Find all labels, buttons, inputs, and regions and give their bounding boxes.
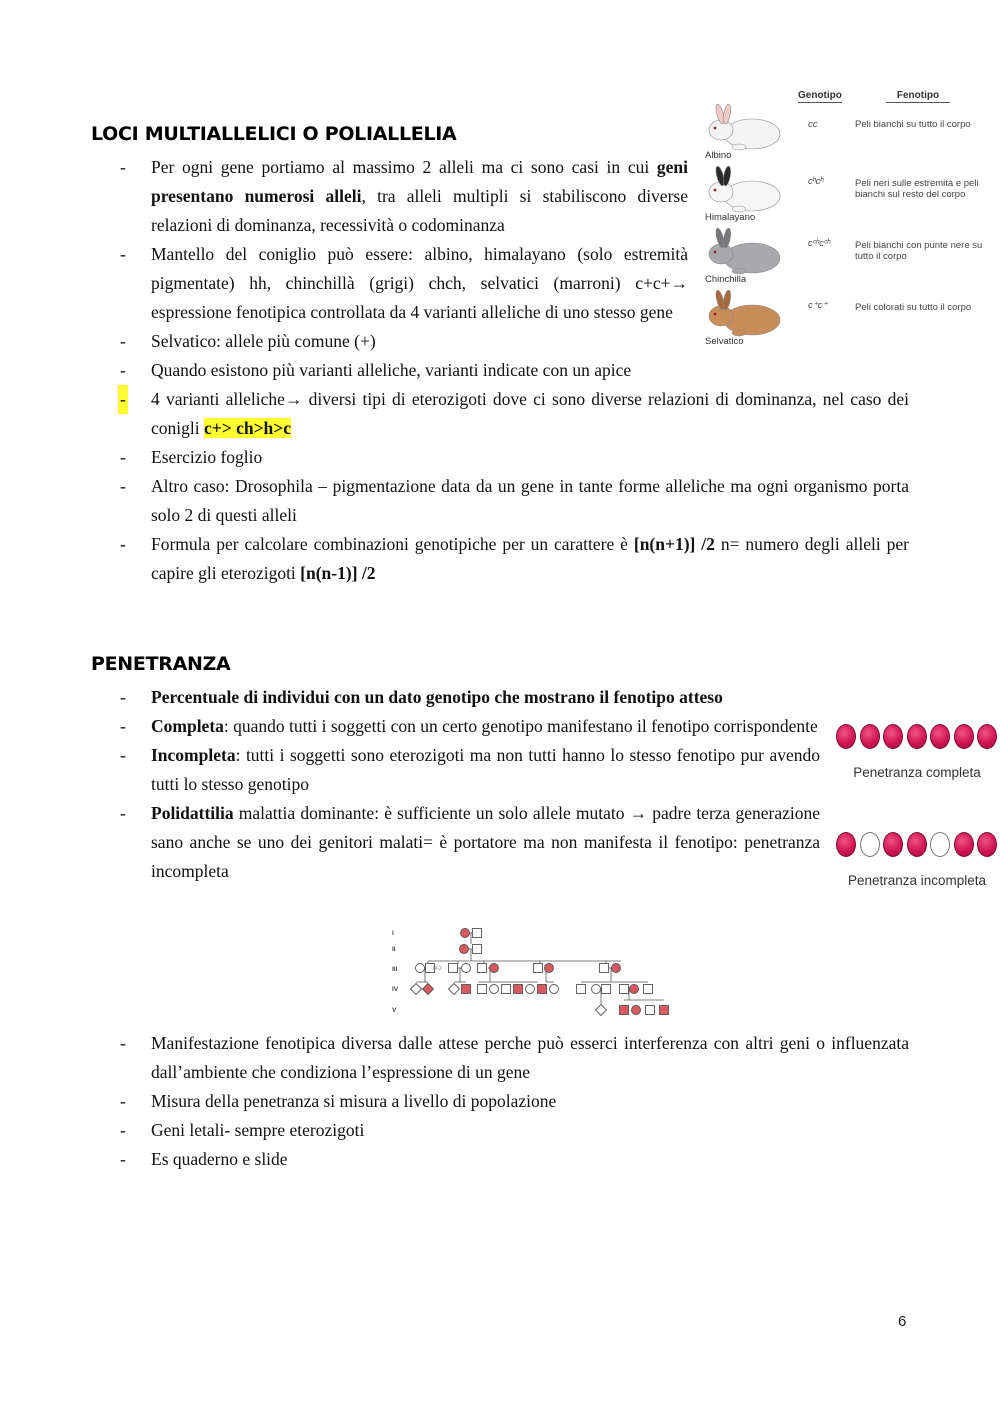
unaffected-unknown-sex-symbol (449, 984, 460, 995)
incomplete-affected-dot (954, 832, 974, 857)
generation-label: V (392, 1007, 397, 1014)
complete-affected-dot (954, 724, 974, 749)
affected-female-symbol (632, 1006, 641, 1015)
incomplete-affected-dot (907, 832, 927, 857)
list-item: - Quando esistono più varianti alleliche, varianti indicate con un apice (120, 360, 632, 380)
list-item: - Altro caso: Drosophila – pigmentazione data da un gene in tante forme alleliche ma ogni organismo porta solo 2 di questi alleli (120, 476, 909, 525)
unaffected-unknown-sex-symbol (411, 984, 422, 995)
page-number: 6 (898, 1313, 907, 1330)
genotipo-header: Genotipo (798, 90, 842, 101)
pedigree-note: III-2 (433, 966, 442, 972)
incomplete-caption: Penetranza incompleta (847, 873, 987, 888)
unaffected-male-symbol (473, 929, 482, 938)
genotype-label: cᶜʰcᶜʰ (808, 238, 831, 249)
affected-male-symbol (462, 985, 471, 994)
affected-male-symbol (514, 985, 523, 994)
unaffected-male-symbol (644, 985, 653, 994)
affected-male-symbol (538, 985, 547, 994)
genotype-label: cc (808, 119, 818, 130)
list-item: - Selvatico: allele più comune (+) (120, 331, 376, 351)
section-title-penetranza: PENETRANZA (91, 653, 231, 675)
list-item: - Misura della penetranza si misura a livello di popolazione (120, 1091, 557, 1111)
affected-male-symbol (660, 1006, 669, 1015)
list-item: - Geni letali- sempre eterozigoti (120, 1120, 365, 1140)
list-item: - Manifestazione fenotipica diversa dalle attese perche può esserci interferenza con altri geni o influenzata dall’ambiente che condiziona l’espressione di un gene (120, 1033, 909, 1082)
rabbit-name-label: Himalayano (705, 212, 756, 223)
affected-female-symbol (461, 929, 470, 938)
rabbit-selvatico-icon (704, 290, 784, 338)
section-title-poliallelia: LOCI MULTIALLELICI O POLIALLELIA (91, 123, 457, 145)
generation-label: IV (392, 986, 399, 993)
generation-label: II (392, 946, 396, 953)
phenotype-label: Peli colorati su tutto il corpo (855, 302, 972, 313)
complete-dot-row (836, 724, 997, 749)
list-item: - Completa: quando tutti i soggetti con un certo genotipo manifestano il fenotipo corrispondente (120, 716, 818, 736)
list-item: - Esercizio foglio (120, 447, 263, 467)
rabbit-albino-icon (704, 104, 784, 152)
incomplete-unaffected-dot (860, 832, 880, 857)
complete-affected-dot (883, 724, 903, 749)
incomplete-dot-row (836, 832, 997, 857)
complete-affected-dot (907, 724, 927, 749)
list-item: - Polidattilia malattia dominante: è sufficiente un solo allele mutato → padre terza generazione sano anche se uno dei genitori malati= è portatore ma non manifesta il fenotipo: penetranza incompleta (120, 803, 820, 881)
complete-affected-dot (977, 724, 997, 749)
genotype-label: cʰcʰ (808, 176, 824, 187)
list-item: - Per ogni gene portiamo al massimo 2 alleli ma ci sono casi in cui geni presentano numerosi alleli, tra alleli multipli si stabiliscono diverse relazioni di dominanza, recessività o codominanza (120, 157, 688, 235)
list-item: - Formula per calcolare combinazioni genotipiche per un carattere è [n(n+1)] /2 n= numero degli alleli per capire gli eterozigoti [n(n-1)] /2 (120, 534, 909, 583)
unaffected-male-symbol (449, 964, 458, 973)
dominance-highlight: c+> ch>h>c (203, 418, 292, 438)
unaffected-male-symbol (478, 964, 487, 973)
fenotipo-header: Fenotipo (886, 90, 950, 103)
unaffected-male-symbol (602, 985, 611, 994)
unaffected-female-symbol (416, 964, 425, 973)
list-item: - 4 varianti alleliche→ diversi tipi di eterozigoti dove ci sono diverse relazioni di dominanza, nel caso dei conigli c+> ch>h>c (91, 385, 909, 443)
genotype-label: c⁺c⁺ (808, 300, 828, 311)
affected-female-symbol (490, 964, 499, 973)
unaffected-female-symbol (550, 985, 559, 994)
unaffected-male-symbol (600, 964, 609, 973)
complete-caption: Penetranza completa (853, 765, 981, 780)
unaffected-male-symbol (478, 985, 487, 994)
phenotype-label: Peli bianchi con punte nere su tutto il corpo (855, 240, 983, 262)
affected-unknown-sex-symbol (423, 984, 434, 995)
rabbit-coat-figure (700, 86, 990, 348)
penetranza-notes-list (91, 1029, 909, 1174)
list-item: - Percentuale di individui con un dato genotipo che mostrano il fenotipo atteso (120, 687, 723, 707)
unaffected-unknown-sex-symbol (596, 1005, 607, 1016)
generation-label: I (392, 930, 394, 937)
incomplete-affected-dot (883, 832, 903, 857)
penetranza-list (91, 683, 909, 886)
polydactyly-pedigree (386, 924, 686, 1028)
unaffected-male-symbol (646, 1006, 655, 1015)
affected-female-symbol (630, 985, 639, 994)
generation-label: III (392, 966, 398, 973)
affected-female-symbol (460, 945, 469, 954)
affected-female-symbol (612, 964, 621, 973)
incomplete-unaffected-dot (930, 832, 950, 857)
unaffected-female-symbol (462, 964, 471, 973)
unaffected-male-symbol (502, 985, 511, 994)
unaffected-female-symbol (592, 985, 601, 994)
rabbit-chinchilla-icon (704, 228, 784, 276)
unaffected-male-symbol (473, 945, 482, 954)
unaffected-female-symbol (490, 985, 499, 994)
rabbit-name-label: Chinchilla (705, 274, 747, 285)
affected-female-symbol (545, 964, 554, 973)
incomplete-affected-dot (836, 832, 856, 857)
rabbit-name-label: Albino (705, 150, 732, 161)
unaffected-male-symbol (620, 985, 629, 994)
complete-affected-dot (836, 724, 856, 749)
complete-affected-dot (930, 724, 950, 749)
list-item: - Es quaderno e slide (120, 1149, 288, 1169)
list-item: - Incompleta: tutti i soggetti sono eterozigoti ma non tutti hanno lo stesso fenotipo pur avendo tutti lo stesso genotipo (120, 745, 820, 794)
phenotype-label: Peli bianchi su tutto il corpo (855, 119, 971, 130)
unaffected-female-symbol (526, 985, 535, 994)
list-item: - Mantello del coniglio può essere: albino, himalayano (solo estremità pigmentate) hh, chinchillà (grigi) chch, selvatici (marroni) c+c+→ espressione fenotipica controllata da 4 varianti alleliche di uno stesso gene (120, 244, 688, 322)
penetrance-figure (834, 722, 1000, 892)
rabbit-himalayano-icon (704, 166, 784, 214)
complete-affected-dot (860, 724, 880, 749)
rabbit-name-label: Selvatico (705, 336, 744, 347)
affected-male-symbol (620, 1006, 629, 1015)
unaffected-male-symbol (577, 985, 586, 994)
phenotype-label: Peli neri sulle estremità e peli bianchi sul resto del corpo (855, 178, 979, 200)
incomplete-affected-dot (977, 832, 997, 857)
unaffected-male-symbol (534, 964, 543, 973)
